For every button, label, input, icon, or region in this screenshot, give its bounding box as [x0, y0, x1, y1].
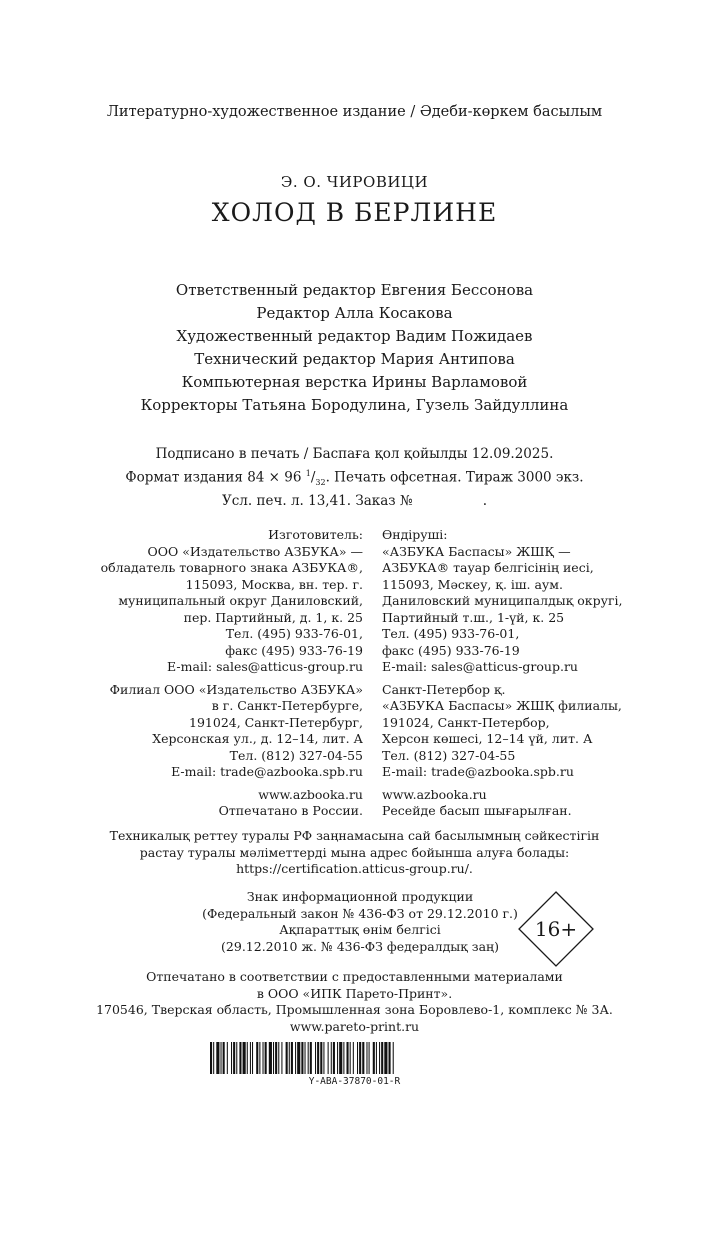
branch-kz-line: Санкт-Петербор қ.: [382, 681, 506, 697]
barcode-bar: [362, 1042, 364, 1074]
branch-ru-line: 191024, Санкт-Петербург,: [189, 714, 363, 730]
barcode-bar: [384, 1042, 387, 1074]
branch-kz-line: Херсон көшесі, 12–14 үй, лит. А: [382, 731, 593, 746]
manufacturer-ru-line: Тел. (495) 933-76-01,: [225, 626, 363, 641]
info-sign-line: (29.12.2010 ж. № 436-ФЗ федералдық заң): [221, 938, 499, 954]
book-title: ХОЛОД В БЕРЛИНЕ: [211, 198, 498, 227]
barcode-bar: [278, 1042, 279, 1074]
printer-address: 170546, Тверская область, Промышленная зона Боровлево-1, комплекс № 3А.: [96, 1002, 613, 1017]
manufacturer-ru-line: обладатель товарного знака АЗБУКА®,: [100, 560, 363, 575]
barcode-bar: [265, 1042, 267, 1074]
barcode-bar: [359, 1042, 361, 1074]
manufacturer-ru-line: факс (495) 933-76-19: [225, 642, 363, 658]
tech-regulation-line: растау туралы мәліметтерді мына адрес бойынша алуға болады:: [139, 844, 570, 860]
barcode-bar: [393, 1042, 394, 1074]
barcode-bar: [333, 1042, 335, 1074]
barcode-bar: [243, 1042, 246, 1074]
branch-ru-email: E-mail: trade@azbooka.spb.ru: [171, 764, 363, 779]
manufacturer-ru-line: Изготовитель:: [268, 527, 363, 542]
barcode-bar: [347, 1042, 349, 1074]
barcode-bar: [381, 1042, 383, 1074]
publication-info: [0, 445, 709, 511]
barcode-bar: [379, 1042, 380, 1074]
manufacturer-kz-line: Тел. (495) 933-76-01,: [382, 626, 520, 641]
barcode-bar: [353, 1042, 354, 1074]
barcode-bar: [252, 1042, 253, 1074]
branch-ru-line: Тел. (812) 327-04-55: [229, 747, 363, 763]
barcode-bar: [337, 1042, 338, 1074]
manufacturer-kz-line: 115093, Мәскеу, қ. іш. аум.: [382, 576, 563, 592]
barcode-bar: [373, 1042, 375, 1074]
tech-regulation-line: Техникалық реттеу туралы РФ заңнамасына сай басылымның сәйкестігін: [109, 828, 600, 843]
barcode-bar: [286, 1042, 288, 1074]
barcode-bar: [233, 1042, 235, 1074]
barcode-bar: [369, 1042, 370, 1074]
barcode-bar: [357, 1042, 358, 1074]
barcode-bar: [350, 1042, 351, 1074]
barcode-bar: [259, 1042, 260, 1074]
manufacturer-kz-email: E-mail: sales@atticus-group.ru: [382, 659, 578, 674]
info-sign-line: Знак информационной продукции: [246, 889, 474, 904]
age-rating-text: 16+: [534, 917, 578, 941]
russian-column: [0, 527, 363, 820]
barcode-bar: [343, 1042, 344, 1074]
barcode-bar: [295, 1042, 296, 1074]
branch-kz-email: E-mail: trade@azbooka.spb.ru: [382, 764, 574, 779]
credit-line: Технический редактор Мария Антипова: [194, 350, 515, 368]
barcode-bar: [210, 1042, 212, 1074]
barcode-bar: [291, 1042, 293, 1074]
barcode-bar: [256, 1042, 258, 1074]
barcode-bar: [223, 1042, 225, 1074]
barcode-bar: [263, 1042, 264, 1074]
barcode-bar: [227, 1042, 228, 1074]
branch-ru-line: Филиал ООО «Издательство АЗБУКА»: [109, 681, 363, 697]
book-author: Э. О. ЧИРОВИЦИ: [280, 173, 429, 191]
website-ru: www.azbooka.ru: [258, 786, 363, 802]
barcode-bar: [213, 1042, 214, 1074]
info-product-sign: [195, 889, 525, 955]
manufacturer-kz-line: АЗБУКА® тауар белгісінің иесі,: [382, 560, 594, 575]
barcode-bar: [376, 1042, 377, 1074]
printer-line: в ООО «ИПК Парето-Принт».: [256, 985, 453, 1001]
barcode-label: Y-ABA-37870-01-R: [308, 1076, 401, 1087]
manufacturer-ru-line: пер. Партийный, д. 1, к. 25: [183, 609, 363, 625]
barcode-bar: [320, 1042, 322, 1074]
barcode-bar: [366, 1042, 367, 1074]
printer-line: Отпечатано в соответствии с предоставленными материалами: [146, 969, 563, 984]
barcode-bar: [331, 1042, 332, 1074]
branch-kz-line: «АЗБУКА Баспасы» ЖШҚ филиалы,: [382, 698, 622, 713]
barcode-bar: [269, 1042, 272, 1074]
printer-info: [0, 969, 709, 1035]
certification-url: https://certification.atticus-group.ru/.: [236, 861, 473, 876]
printed-in-ru: Отпечатано в России.: [218, 803, 363, 818]
barcode-bar: [231, 1042, 232, 1074]
barcode-bar: [308, 1042, 309, 1074]
branch-ru-line: Херсонская ул., д. 12–14, лит. А: [152, 731, 363, 746]
manufacturer-kz-line: Даниловский муниципалдық округі,: [382, 593, 623, 608]
format-line: Формат издания 84 × 96 $^1/_{32}$. Печать офсетная. Тираж 3000 экз.: [125, 469, 584, 488]
barcode-bar: [281, 1042, 282, 1074]
barcode-bar: [239, 1042, 241, 1074]
website-kz: www.azbooka.ru: [382, 786, 487, 802]
barcode-bar: [236, 1042, 237, 1074]
barcode: [210, 1042, 535, 1074]
genre-line: Литературно-художественное издание / Әдеби-көркем басылым: [106, 104, 603, 120]
barcode-bar: [250, 1042, 251, 1074]
manufacturer-kz-line: «АЗБУКА Баспасы» ЖШҚ —: [382, 543, 571, 559]
manufacturer-kz-line: факс (495) 933-76-19: [382, 642, 520, 658]
barcode-bar: [301, 1042, 303, 1074]
barcode-bar: [221, 1042, 222, 1074]
branch-kz-line: 191024, Санкт-Петербор,: [382, 714, 550, 730]
barcode-bar: [247, 1042, 248, 1074]
manufacturer-ru-email: E-mail: sales@atticus-group.ru: [167, 659, 363, 674]
age-rating-badge: [517, 890, 595, 968]
barcode-bar: [317, 1042, 319, 1074]
printer-website: www.pareto-print.ru: [289, 1018, 420, 1034]
barcode-bar: [216, 1042, 219, 1074]
barcode-bar: [315, 1042, 316, 1074]
credit-line: Редактор Алла Косакова: [256, 304, 453, 322]
barcode-bar: [389, 1042, 391, 1074]
kazakh-column: [382, 527, 702, 820]
barcode-bar: [339, 1042, 342, 1074]
tech-regulation-note: [0, 828, 709, 878]
manufacturer-kz-line: Партийный т.ш., 1-үй, к. 25: [382, 609, 565, 625]
signed-date: Подписано в печать / Баспаға қол қойылды 12.09.2025.: [155, 446, 554, 462]
barcode-bar: [310, 1042, 312, 1074]
info-sign-line: (Федеральный закон № 436-ФЗ от 29.12.2010 г.): [202, 905, 518, 921]
barcode-bar: [273, 1042, 274, 1074]
manufacturer-ru-line: муниципальный округ Даниловский,: [118, 593, 363, 608]
barcode-bar: [289, 1042, 290, 1074]
barcode-bar: [323, 1042, 324, 1074]
branch-ru-line: в г. Санкт-Петербурге,: [211, 698, 363, 713]
credit-line: Ответственный редактор Евгения Бессонова: [175, 281, 534, 299]
credit-line: Корректоры Татьяна Бородулина, Гузель Зайдуллина: [140, 396, 569, 414]
manufacturer-ru-line: 115093, Москва, вн. тер. г.: [185, 576, 363, 592]
editorial-credits: [0, 279, 709, 417]
barcode-bar: [305, 1042, 306, 1074]
info-sign-line: Ақпараттық өнім белгісі: [279, 922, 441, 937]
manufacturer-ru-line: ООО «Издательство АЗБУКА» —: [147, 543, 363, 559]
branch-kz-line: Тел. (812) 327-04-55: [382, 747, 516, 763]
manufacturer-kz-line: Өндіруші:: [382, 527, 448, 542]
barcode-bar: [328, 1042, 329, 1074]
credit-line: Компьютерная верстка Ирины Варламовой: [181, 373, 528, 391]
order-line: Усл. печ. л. 13,41. Заказ № .: [221, 493, 488, 510]
credit-line: Художественный редактор Вадим Пожидаев: [176, 327, 533, 345]
barcode-bar: [275, 1042, 277, 1074]
barcode-bar: [297, 1042, 300, 1074]
printed-in-kz: Ресейде басып шығарылған.: [382, 803, 572, 818]
